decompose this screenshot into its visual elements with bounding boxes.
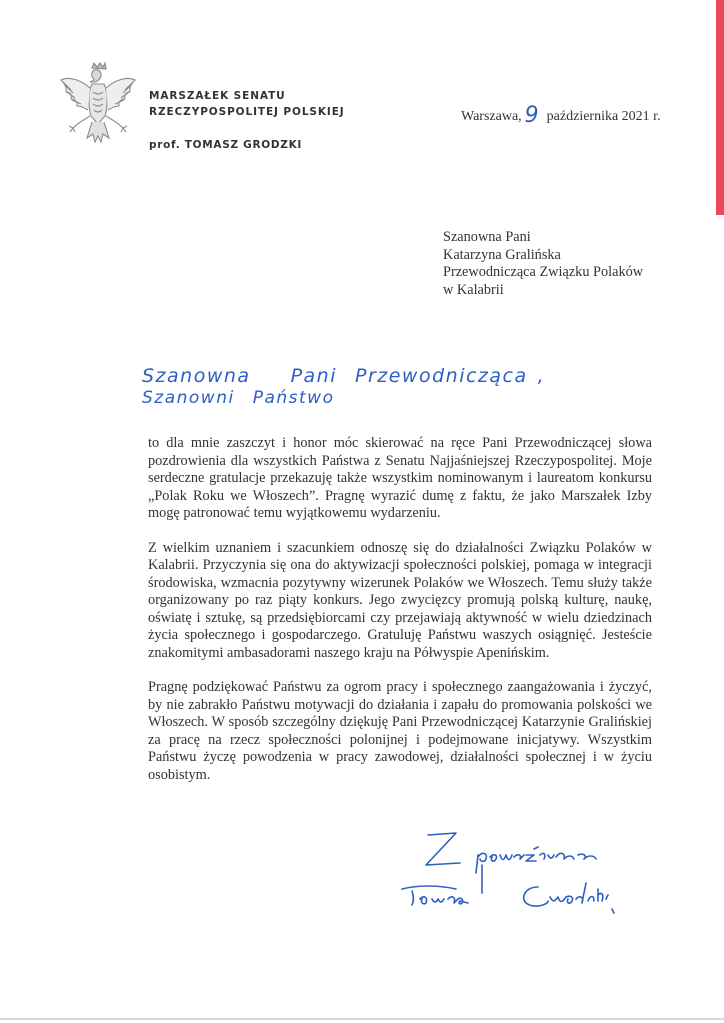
salutation-word: Przewodnicząca [355, 365, 528, 387]
body-paragraph: Z wielkim uznaniem i szacunkiem odnoszę się do działalności Związku Polaków w Kalabrii. Przyczynia się ona do aktywizacji społeczności polskiej, pomaga w integracji środowiska, wzmacnia pozytywny wizerunek Polaków we Włoszech. Temu służy także organizowany po raz piąty konkurs. Jego zwycięzcy promują polską kulturę, naukę, oświatę i sztukę, są przedsiębiorcami czy przejawiają aktywność w wielu dziedzinach życia społecznego i gospodarczego. Gratuluję Państwu waszych osiągnięć. Jesteście znakomitymi ambasadorami naszego kraju na Półwyspie Apenińskim. [148, 539, 652, 661]
signature-closing-word [476, 847, 596, 873]
signature-closing-z [426, 833, 460, 865]
addressee-line: w Kalabrii [443, 281, 504, 298]
letterhead [149, 88, 345, 153]
letter-date [461, 101, 661, 126]
salutation-line1 [142, 365, 545, 387]
letterhead-title-line2: RZECZYPOSPOLITEJ POLSKIEJ [149, 106, 345, 118]
signature-lastname [524, 883, 614, 913]
polish-eagle-icon [57, 62, 139, 148]
date-city: Warszawa, [461, 109, 522, 124]
addressee-line: Katarzyna Gralińska [443, 246, 561, 263]
addressee-block [443, 229, 643, 299]
body-paragraph: to dla mnie zaszczyt i honor móc skierować na ręce Pani Przewodniczącej słowa pozdrowienia dla wszystkich Państwa z Senatu Najjaśniejszej Rzeczypospolitej. Moje serdeczne gratulacje przekazuję także wszystkim nominowanym i laureatom konkursu „Polak Roku we Włoszech”. Pragnę wyrazić dumę z faktu, że jako Marszałek Izby mogę patronować temu wyjątkowemu wydarzeniu. [148, 435, 652, 521]
handwritten-signature [398, 825, 688, 920]
date-month-year: października 2021 r. [546, 109, 661, 124]
salutation-word: Pani [290, 365, 337, 387]
page-edge-line [0, 1018, 724, 1020]
salutation-line2 [142, 387, 545, 409]
red-margin-stripe [716, 0, 724, 215]
letterhead-author: prof. TOMASZ GRODZKI [149, 139, 303, 151]
salutation-comma: , [537, 365, 546, 387]
salutation-word: Szanowni [142, 388, 235, 408]
signature-firstname [402, 886, 468, 905]
date-day-handwritten: 9 [524, 103, 539, 128]
addressee-line: Przewodnicząca Związku Polaków [443, 264, 644, 280]
salutation-word: Szanowna [142, 365, 251, 387]
body-paragraph: Pragnę podziękować Państwu za ogrom pracy i społecznego zaangażowania i życzyć, by nie zabrakło Państwu motywacji do działania i zapału do promowania polskości we Włoszech. W sposób szczególny dziękuję Pani Przewodniczącej Katarzynie Gralińskiej za pracę na rzecz społeczności polonijnej i podejmowane inicjatywy. Wszystkim Państwu życzę powodzenia w pracy zawodowej, działalności społecznej i w życiu osobistym. [148, 679, 652, 783]
letterhead-title-line1: MARSZAŁEK SENATU [149, 90, 286, 102]
addressee-line: Szanowna Pani [443, 229, 531, 245]
salutation-word: Państwo [252, 388, 335, 408]
handwritten-salutation [142, 365, 545, 409]
letter-body [148, 435, 652, 801]
